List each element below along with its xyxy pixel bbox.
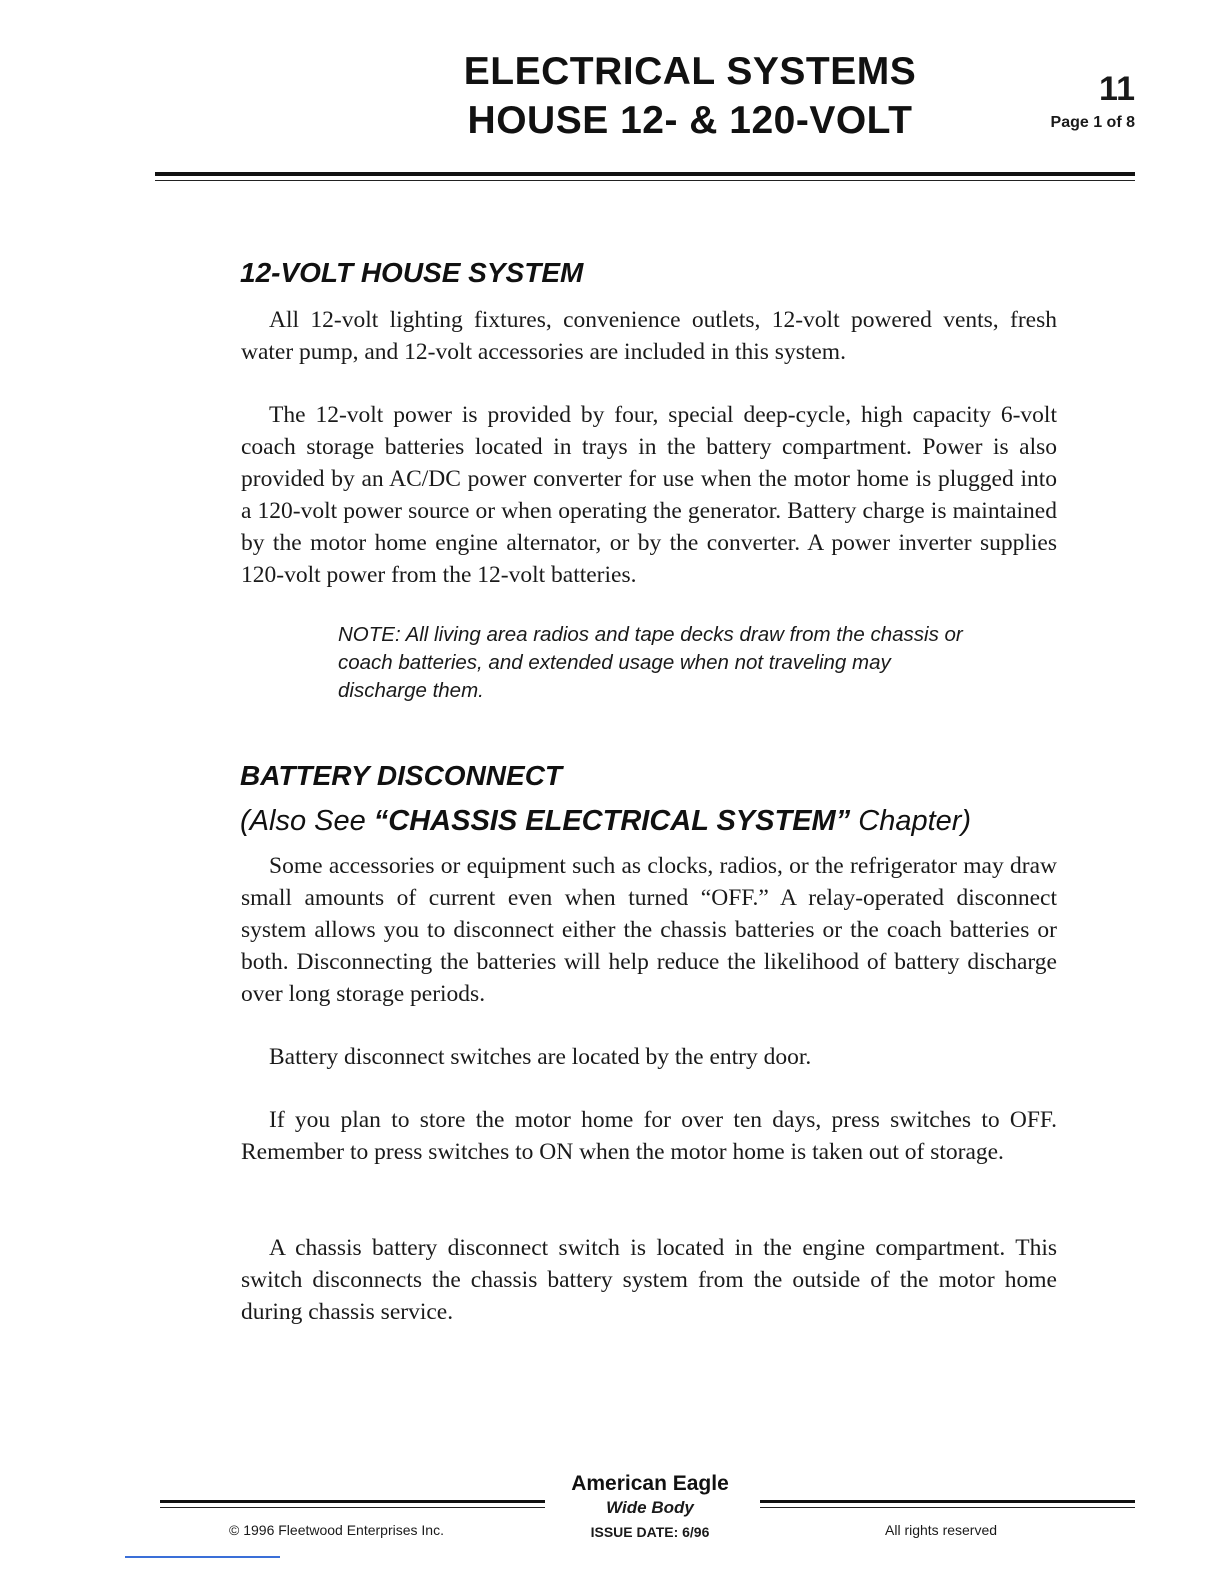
footer-rule-right [760, 1500, 1135, 1503]
paragraph-12volt-power: The 12-volt power is provided by four, special deep-cycle, high capacity 6-volt coach storage batteries located in trays in the battery compartment. Power is also provided by an AC/DC power converter for use when the motor home is plugged into a 120-volt power source or when operating the generator. Battery charge is maintained by the motor home engine alternator, or by the converter. A power inverter supplies 120-volt power from the 12-volt batteries. [241, 402, 1057, 588]
note-radios: NOTE: All living area radios and tape decks draw from the chassis or coach batteries, and extended usage when not traveling may discharge them. [338, 623, 963, 702]
subheading-chapter-reference: “CHASSIS ELECTRICAL SYSTEM” [373, 805, 851, 837]
footer-model: Wide Body [606, 1498, 694, 1517]
section-heading-battery-disconnect: BATTERY DISCONNECT [240, 760, 563, 791]
paragraph-chassis-switch: A chassis battery disconnect switch is located in the engine compartment. This switch disconnects the chassis battery system from the outside of the motor home during chassis service. [241, 1235, 1057, 1325]
title-line-2: HOUSE 12- & 120-VOLT [467, 99, 913, 142]
subheading-suffix: Chapter) [850, 805, 972, 837]
page-indicator: Page 1 of 8 [1050, 114, 1135, 131]
header-rule-thin [155, 180, 1135, 181]
footer-rule-right-thin [760, 1507, 1135, 1508]
paragraph-switch-location: Battery disconnect switches are located by the entry door. [269, 1044, 812, 1070]
section-subheading-see-also [240, 805, 971, 838]
paragraph-12volt-intro: All 12-volt lighting fixtures, convenience outlets, 12-volt powered vents, fresh water pump, and 12-volt accessories are included in this system. [241, 307, 1057, 365]
footer-rule-left-thin [160, 1507, 545, 1508]
footer-rule-left [160, 1500, 545, 1503]
subheading-prefix: (Also See [240, 805, 374, 837]
footer-rights: All rights reserved [885, 1522, 998, 1538]
title-line-1: ELECTRICAL SYSTEMS [463, 50, 917, 93]
paragraph-disconnect-intro: Some accessories or equipment such as clocks, radios, or the refrigerator may draw small amounts of current even when turned “OFF.” A relay-operated disconnect system allows you to disconnect either the chassis batteries or the coach batteries or both. Disconnecting the batteries will help reduce the likelihood of battery discharge over long storage periods. [241, 853, 1057, 1007]
footer-brand: American Eagle [571, 1472, 729, 1495]
chapter-number: 11 [1099, 70, 1135, 108]
footer-copyright: © 1996 Fleetwood Enterprises Inc. [229, 1522, 444, 1538]
section-heading-12-volt: 12-VOLT HOUSE SYSTEM [240, 257, 584, 288]
page-edge-mark [125, 1556, 280, 1558]
header-rule-thick [155, 172, 1135, 176]
footer-issue-date: ISSUE DATE: 6/96 [590, 1524, 710, 1540]
paragraph-storage: If you plan to store the motor home for over ten days, press switches to OFF. Remember to press switches to ON when the motor home is taken out of storage. [241, 1107, 1057, 1165]
